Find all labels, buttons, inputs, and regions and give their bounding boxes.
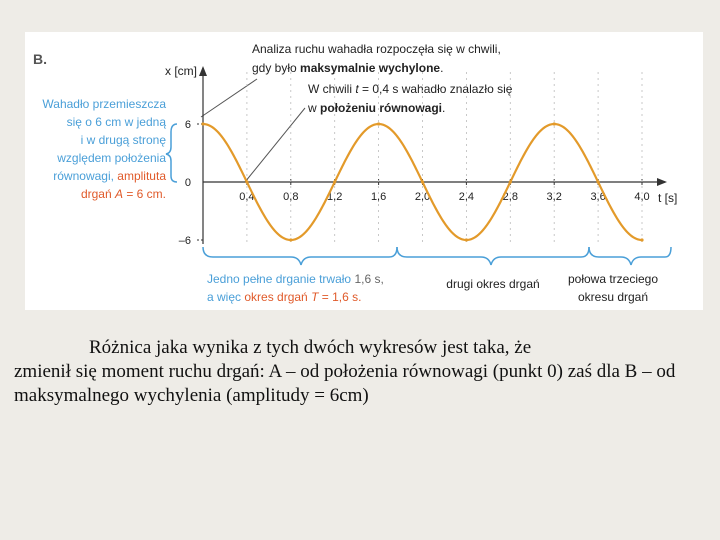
x-tick-label: 2,8: [502, 191, 518, 203]
half-third-note-line2: okresu drgań: [577, 290, 649, 304]
data-point: [553, 122, 556, 125]
equilibrium-pointer-line: [245, 108, 305, 182]
second-period-note: drugi okres drgań: [446, 277, 540, 291]
amplitude-note-line5: równowagi, amplituta: [53, 169, 166, 183]
equilibrium-note-line2: w położeniu równowagi.: [308, 101, 446, 115]
x-tick-label: 4,0: [634, 191, 650, 203]
x-tick-label: 3,6: [590, 191, 606, 203]
start-note-line2: gdy było maksymalnie wychylone.: [252, 61, 444, 75]
x-tick-label: 0,8: [283, 191, 299, 203]
caption: [14, 336, 706, 408]
start-note-line1: Analiza ruchu wahadła rozpoczęła się w chwili,: [252, 42, 501, 56]
x-axis-arrow: [657, 178, 667, 186]
data-point: [465, 238, 468, 241]
amplitude-note-line6: drgań A = 6 cm.: [80, 187, 166, 201]
x-tick-label: 0,4: [239, 191, 255, 203]
data-point: [289, 238, 292, 241]
data-point: [245, 180, 248, 183]
x-tick-label: 2,4: [458, 191, 475, 203]
y-tick-label: 0: [184, 177, 191, 189]
x-tick-label: 1,6: [370, 191, 387, 203]
data-point: [421, 180, 424, 183]
x-axis-label: t [s]: [658, 191, 678, 205]
half-third-period-brace: [589, 247, 671, 265]
x-tick-label: 2,0: [414, 191, 431, 203]
pendulum-chart: [25, 32, 703, 310]
data-point: [377, 122, 380, 125]
data-point: [333, 180, 336, 183]
data-point: [509, 180, 512, 183]
data-point: [201, 122, 204, 125]
data-point: [597, 180, 600, 183]
amplitude-note-line2: się o 6 cm w jedną: [66, 115, 166, 129]
period-note-line1: Jedno pełne drganie trwało 1,6 s,: [207, 272, 384, 286]
x-tick-label: 3,2: [546, 191, 562, 203]
equilibrium-note-line1: W chwili t = 0,4 s wahadło znalazło się: [308, 82, 513, 96]
second-period-brace: [397, 247, 589, 265]
figure-panel: [25, 32, 703, 310]
half-third-note-line1: połowa trzeciego: [567, 272, 659, 286]
y-axis-label: x [cm]: [165, 64, 197, 78]
x-tick-label: 1,2: [327, 191, 343, 203]
amplitude-note-line3: i w drugą stronę: [80, 133, 166, 147]
y-tick-label: 6: [184, 119, 191, 131]
first-period-brace: [203, 247, 397, 265]
amplitude-note-line4: względem położenia: [57, 151, 166, 165]
amplitude-note-line1: Wahadło przemieszcza: [42, 97, 166, 111]
caption-line1: Różnica jaka wynika z tych dwóch wykresów jest taka, że: [89, 337, 532, 358]
data-point: [640, 238, 643, 241]
period-note-line2: a więc okres drgań T = 1,6 s.: [207, 290, 362, 304]
y-axis-arrow: [199, 66, 207, 76]
y-tick-label: –6: [178, 235, 191, 247]
panel-label: B.: [33, 51, 47, 67]
caption-line2: zmienił się moment ruchu drgań: A – od położenia równowagi (punkt 0) zaś dla B – od maksymalnego wychylenia (amplitudy = 6cm): [14, 361, 676, 406]
amplitude-brace: [166, 124, 177, 182]
start-pointer-line: [201, 79, 257, 117]
